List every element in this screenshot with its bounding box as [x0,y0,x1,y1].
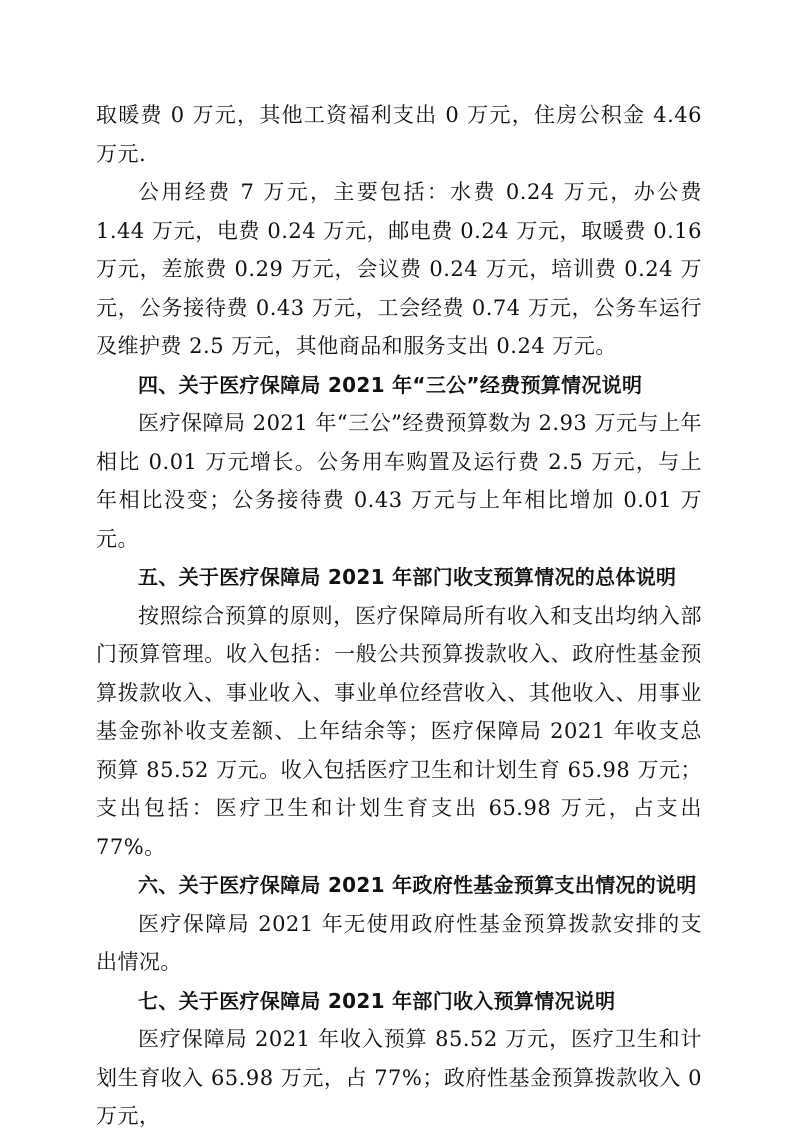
paragraph-heating-housing: 取暖费 0 万元，其他工资福利支出 0 万元，住房公积金 4.46 万元. [96,103,702,166]
paragraph-budget-overview: 按照综合预算的原则，医疗保障局所有收入和支出均纳入部门预算管理。收入包括：一般公共预算拨款收入、政府性基金预算拨款收入、事业收入、事业单位经营收入、其他收入、用事业基金弥补收支差额、上年结余等；医疗保障局 2021 年收支总预算 85.52 万元。收入包括医疗卫生和计划生育 65.98 万元；支出包括：医疗卫生和计划生育支出 65.98 万元，占支出 77%。 [96,603,702,859]
heading-section-7: 七、关于医疗保障局 2021 年部门收入预算情况说明 [138,988,616,1013]
document-page [96,96,702,1136]
paragraph-income-budget: 医疗保障局 2021 年收入预算 85.52 万元，医疗卫生和计划生育收入 65.98 万元，占 77%；政府性基金预算拨款收入 0 万元， [96,1027,702,1128]
heading-section-6: 六、关于医疗保障局 2021 年政府性基金预算支出情况的说明 [138,873,697,897]
paragraph-three-public-expenses: 医疗保障局 2021 年“三公”经费预算数为 2.93 万元与上年相比 0.01 万元增长。公务用车购置及运行费 2.5 万元，与上年相比没变；公务接待费 0.43 万元与上年相比增加 0.01 万元。 [96,411,702,551]
heading-section-4: 四、关于医疗保障局 2021 年“三公”经费预算情况说明 [138,372,643,397]
paragraph-public-expenses: 公用经费 7 万元，主要包括：水费 0.24 万元，办公费 1.44 万元，电费 0.24 万元，邮电费 0.24 万元，取暖费 0.16 万元，差旅费 0.29 万元，会议费 0.24 万元，培训费 0.24 万元，公务接待费 0.43 万元，工会经费 0.74 万元，公务车运行及维护费 2.5 万元，其他商品和服务支出 0.24 万元。 [96,180,702,358]
heading-section-5: 五、关于医疗保障局 2021 年部门收支预算情况的总体说明 [138,565,677,589]
paragraph-government-fund: 医疗保障局 2021 年无使用政府性基金预算拨款安排的支出情况。 [96,911,702,974]
